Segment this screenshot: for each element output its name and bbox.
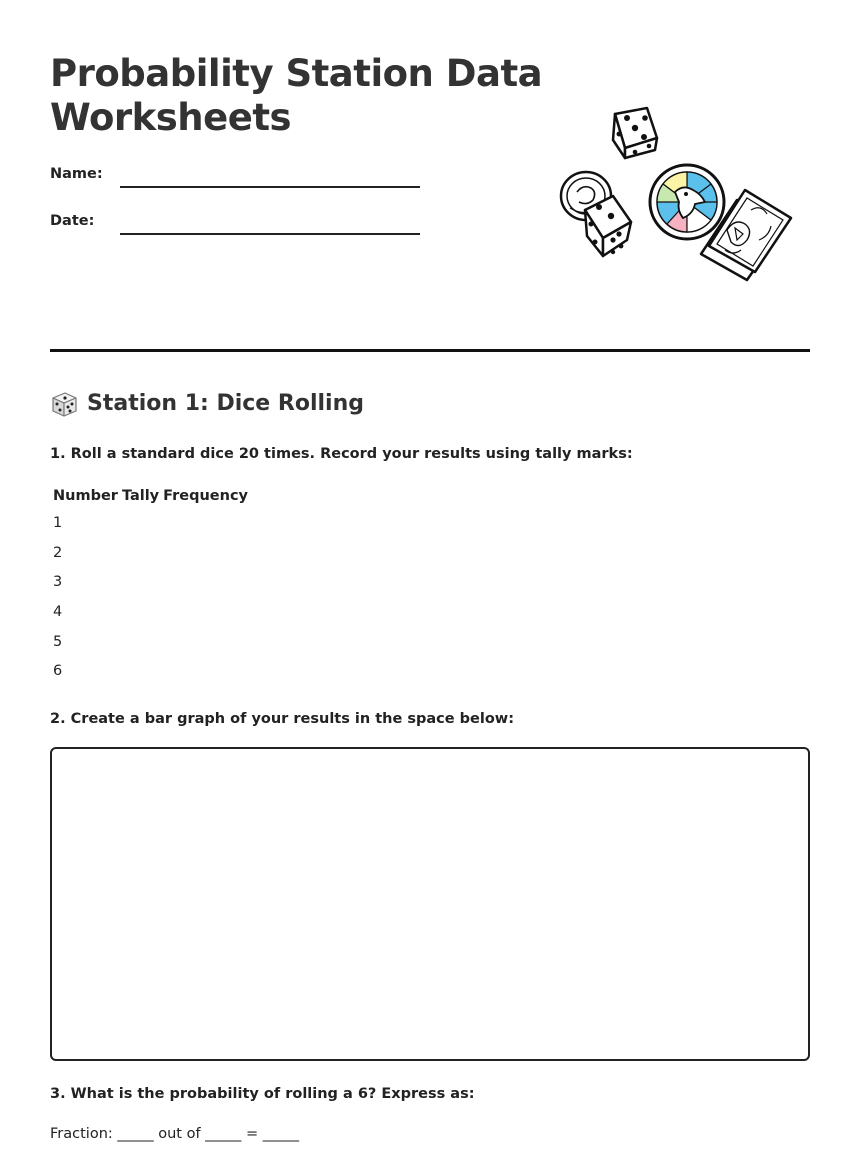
dice-icon xyxy=(613,108,657,158)
name-field[interactable] xyxy=(120,186,420,188)
table-row xyxy=(53,538,252,568)
date-field[interactable] xyxy=(120,233,420,235)
column-header-frequency: Frequency xyxy=(163,488,249,504)
frequency-cell[interactable] xyxy=(163,597,252,627)
station-1-heading xyxy=(50,388,364,420)
question-2: 2. Create a bar graph of your results in the space below: xyxy=(50,711,514,727)
frequency-cell[interactable] xyxy=(163,567,252,597)
number-cell: 2 xyxy=(53,544,63,561)
table-row xyxy=(53,656,252,686)
table-row xyxy=(53,567,252,597)
frequency-cell[interactable] xyxy=(163,538,252,568)
frequency-cell[interactable] xyxy=(163,627,252,657)
frequency-cell[interactable] xyxy=(163,508,252,538)
fraction-answer-line[interactable]: Fraction: _____ out of _____ = _____ xyxy=(50,1126,300,1142)
frequency-cell[interactable] xyxy=(163,656,252,686)
probability-tools-illustration xyxy=(555,100,795,285)
number-cell: 3 xyxy=(53,574,63,591)
tally-cell[interactable] xyxy=(122,508,163,538)
column-header-tally: Tally xyxy=(121,488,160,504)
tally-table xyxy=(53,484,252,686)
die-icon xyxy=(50,390,78,418)
question-3: 3. What is the probability of rolling a 6? Express as: xyxy=(50,1086,475,1102)
date-label: Date: xyxy=(50,213,95,229)
table-row xyxy=(53,508,252,538)
tally-cell[interactable] xyxy=(122,627,163,657)
number-cell: 1 xyxy=(53,514,63,531)
table-row xyxy=(53,597,252,627)
number-cell: 4 xyxy=(53,603,63,620)
section-divider xyxy=(50,349,810,352)
tally-table-header-row xyxy=(53,484,252,508)
title-line-1: Probability Station Data xyxy=(50,52,543,95)
column-header-number: Number xyxy=(53,488,118,504)
bar-graph-drawing-area[interactable] xyxy=(50,747,810,1061)
tally-cell[interactable] xyxy=(122,538,163,568)
question-1: 1. Roll a standard dice 20 times. Record your results using tally marks: xyxy=(50,446,633,462)
number-cell: 5 xyxy=(53,633,63,650)
table-row xyxy=(53,627,252,657)
tally-cell[interactable] xyxy=(122,597,163,627)
spinner-icon xyxy=(650,165,724,239)
tally-cell[interactable] xyxy=(122,656,163,686)
page-title xyxy=(50,52,550,140)
number-cell: 6 xyxy=(53,663,63,680)
title-line-2: Worksheets xyxy=(50,96,292,139)
name-label: Name: xyxy=(50,166,103,182)
station-1-title: Station 1: Dice Rolling xyxy=(87,391,364,416)
tally-cell[interactable] xyxy=(122,567,163,597)
